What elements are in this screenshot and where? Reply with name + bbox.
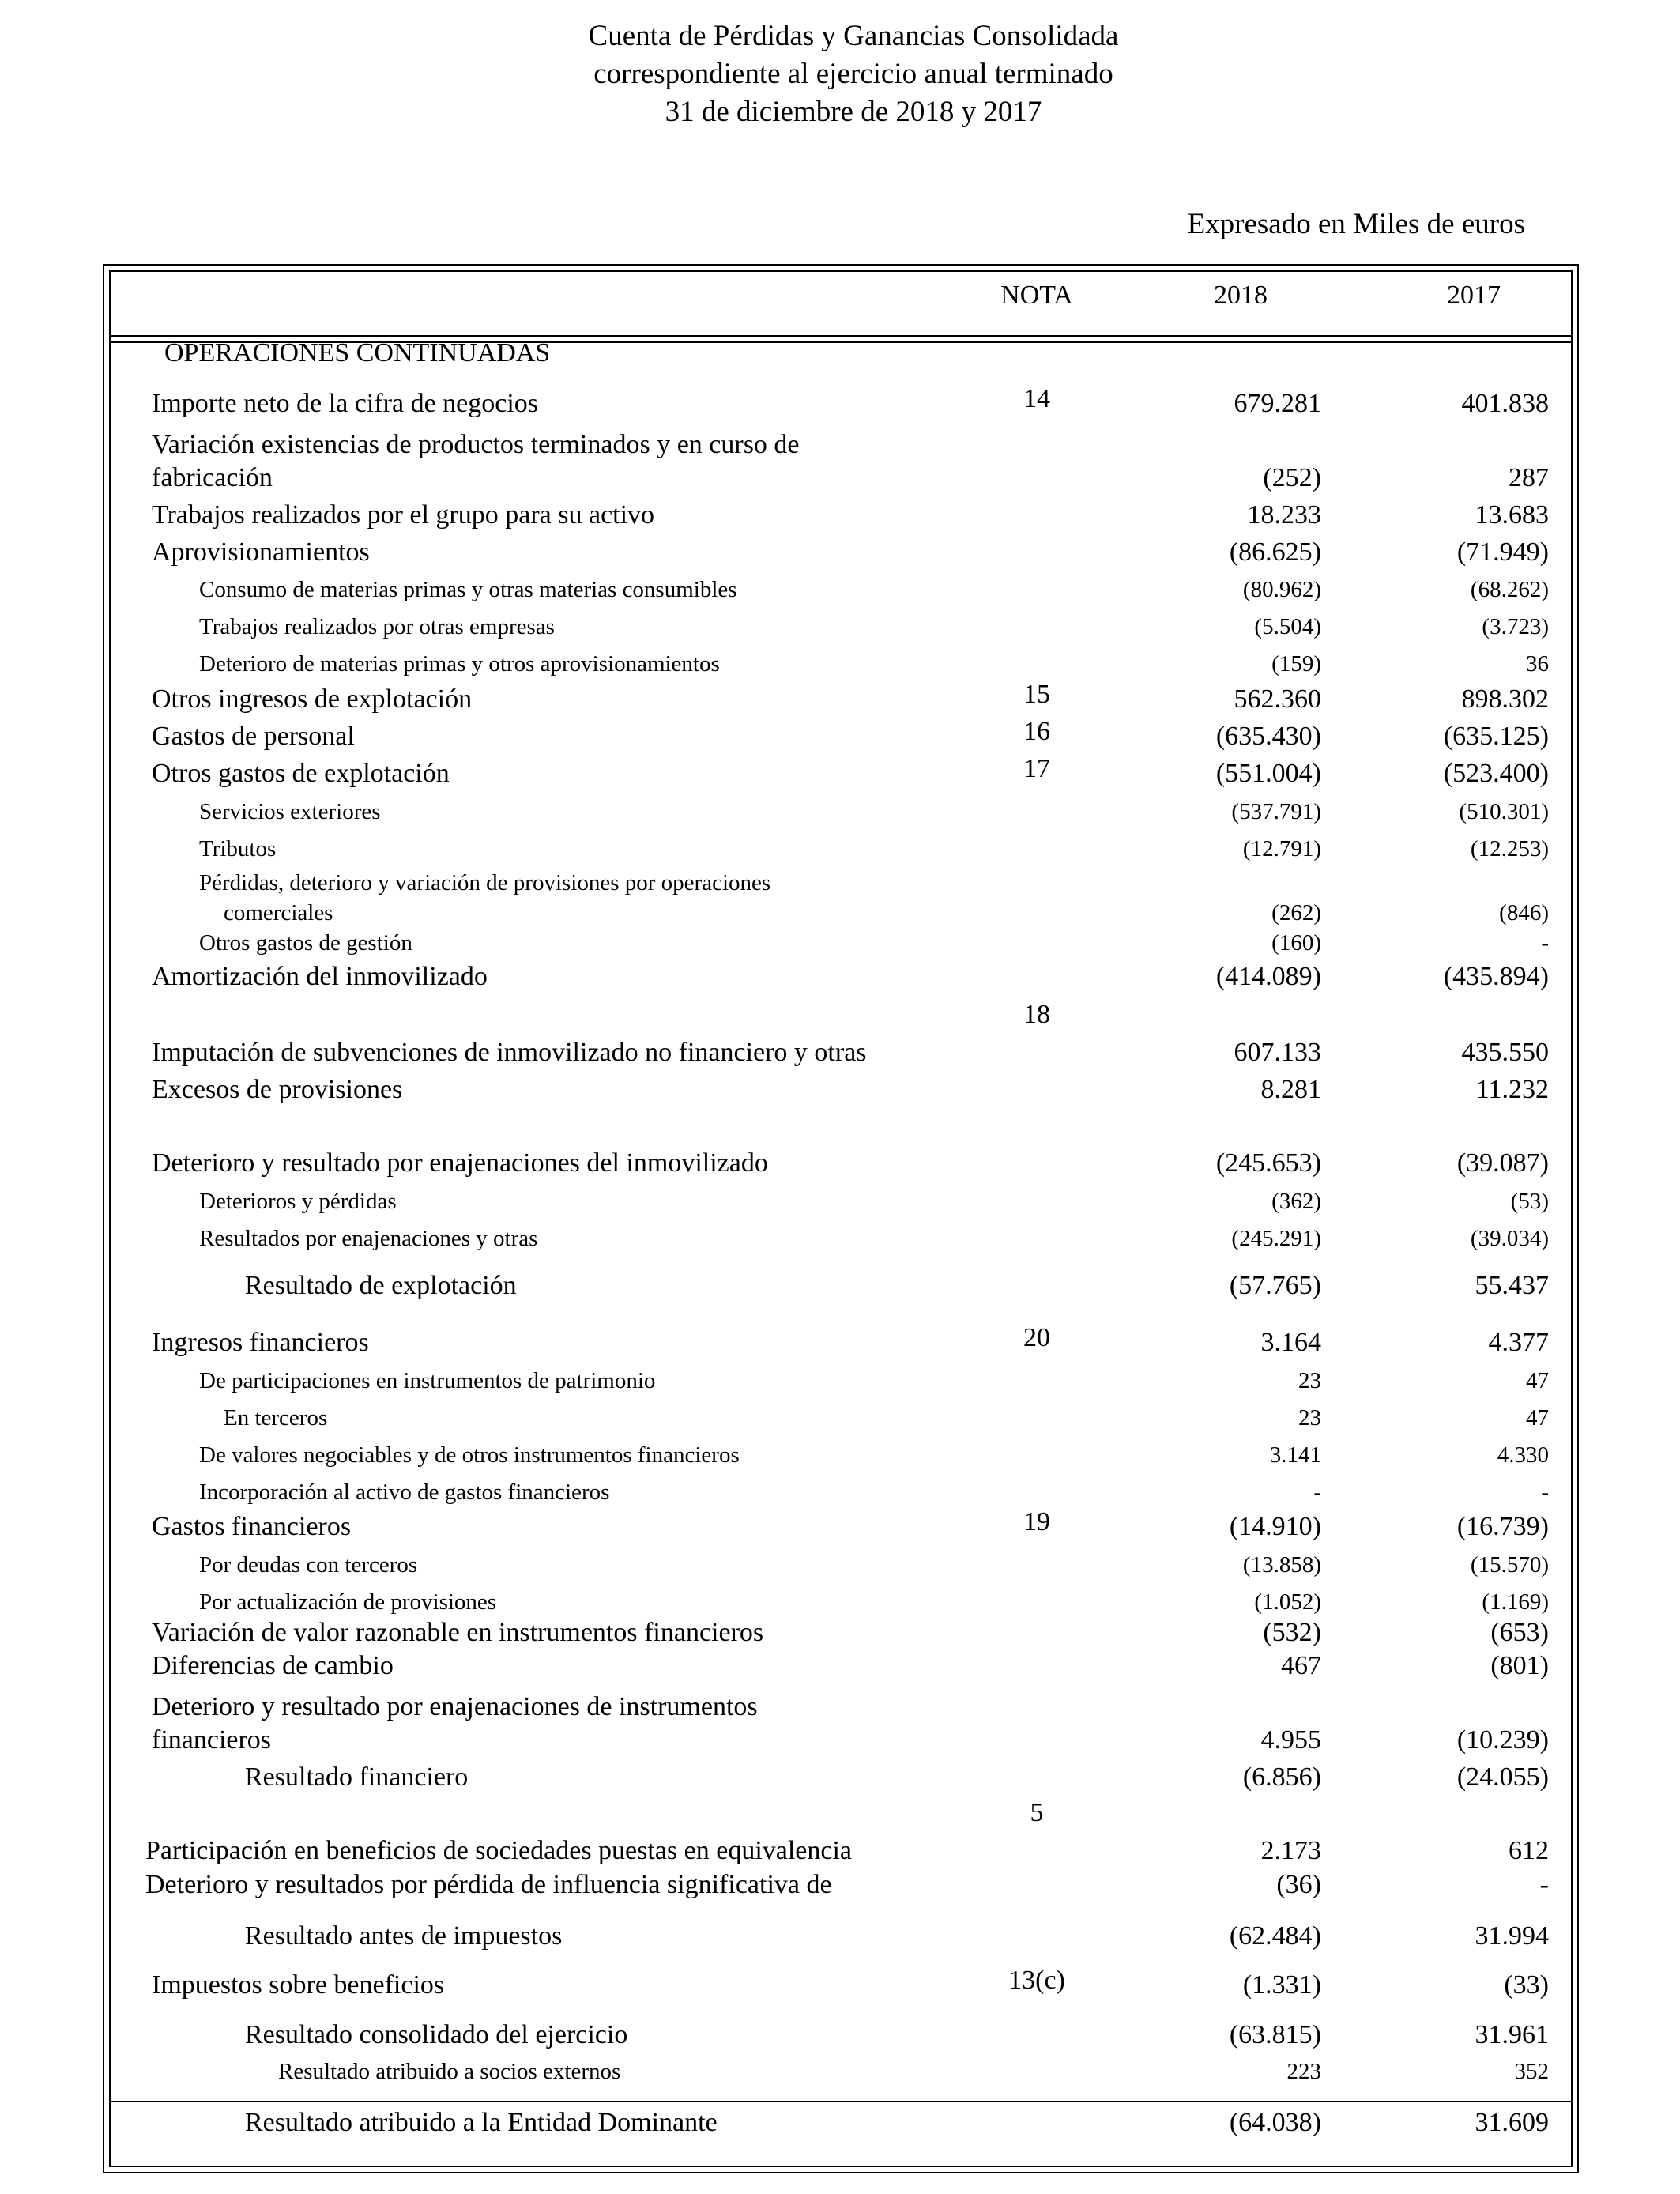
- row-label: Pérdidas, deterioro y variación de provisiones por operaciones: [199, 870, 771, 895]
- row-value-2018: 223: [1286, 2059, 1321, 2084]
- table-row: [0, 1921, 1680, 1956]
- row-label: Gastos de personal: [152, 722, 355, 751]
- row-value-2018: 18.233: [1247, 500, 1321, 530]
- row-label: Impuestos sobre beneficios: [152, 1970, 445, 2000]
- row-label: Por actualización de provisiones: [199, 1589, 497, 1615]
- row-value-2017: (12.253): [1470, 836, 1549, 861]
- row-value-2018: 2.173: [1260, 1836, 1321, 1865]
- table-row: [0, 717, 1680, 756]
- row-nota: 5: [1030, 1798, 1044, 1827]
- row-value-2018: -: [1313, 1480, 1321, 1505]
- row-label: Amortización del inmovilizado: [152, 962, 488, 991]
- table-row: [0, 680, 1680, 719]
- row-value-2018: (64.038): [1229, 2108, 1321, 2137]
- title-line-3: 31 de diciembre de 2018 y 2017: [665, 96, 1042, 128]
- row-value-2017: (523.400): [1443, 759, 1549, 788]
- header-separator-top: [111, 335, 1571, 337]
- row-label: Resultado antes de impuestos: [245, 1921, 563, 1951]
- row-value-2017: (1.169): [1482, 1589, 1549, 1615]
- row-value-2017: (435.894): [1443, 962, 1549, 991]
- row-value-2018: (1.331): [1242, 1970, 1321, 2000]
- row-value-2018: (57.765): [1229, 1271, 1321, 1300]
- row-value-2018: (414.089): [1215, 962, 1321, 991]
- row-label: De valores negociables y de otros instrumentos financieros: [199, 1442, 740, 1468]
- row-value-2017: (3.723): [1482, 614, 1549, 639]
- row-label: Deterioros y pérdidas: [199, 1189, 397, 1214]
- row-value-2017: 4.330: [1497, 1442, 1549, 1468]
- row-value-2017: (71.949): [1456, 537, 1549, 567]
- row-value-2018: (13.858): [1242, 1552, 1321, 1578]
- row-label: Aprovisionamientos: [152, 537, 370, 567]
- column-header-nota: NOTA: [1000, 281, 1073, 310]
- row-value-2017: (653): [1490, 1618, 1549, 1647]
- title-line-2: correspondiente al ejercicio anual terminado: [593, 58, 1113, 90]
- row-label: En terceros: [224, 1405, 328, 1431]
- row-label: Trabajos realizados por el grupo para su activo: [152, 500, 655, 530]
- row-value-2018: (362): [1271, 1189, 1321, 1214]
- table-row: [0, 2020, 1680, 2055]
- table-row: [0, 1480, 1680, 1514]
- row-nota: 16: [1023, 717, 1050, 746]
- table-row: [0, 2108, 1680, 2143]
- row-value-2017: (15.570): [1470, 1552, 1549, 1578]
- column-header-2017: 2017: [1447, 281, 1501, 310]
- row-value-2017: 11.232: [1475, 1075, 1549, 1104]
- row-value-2018: (160): [1271, 930, 1321, 956]
- row-nota: 17: [1023, 754, 1050, 783]
- row-value-2017: (33): [1504, 1970, 1549, 2000]
- row-value-2018: 3.141: [1269, 1442, 1321, 1468]
- row-label: Deterioro y resultado por enajenaciones del inmovilizado: [152, 1148, 768, 1178]
- column-header-2018: 2018: [1214, 281, 1268, 310]
- row-label: Variación existencias de productos terminados y en curso de: [152, 430, 800, 459]
- row-label: Imputación de subvenciones de inmovilizado no financiero y otras: [152, 1038, 867, 1067]
- table-row: [0, 1725, 1680, 1760]
- row-label: De participaciones en instrumentos de patrimonio: [199, 1368, 656, 1393]
- row-value-2018: (14.910): [1229, 1512, 1321, 1541]
- row-value-2018: (62.484): [1229, 1921, 1321, 1951]
- row-value-2018: 467: [1281, 1651, 1321, 1680]
- table-row: [0, 1368, 1680, 1403]
- row-value-2017: (635.125): [1443, 722, 1549, 751]
- row-value-2017: 31.961: [1475, 2020, 1549, 2049]
- row-value-2018: (159): [1271, 651, 1321, 677]
- table-row: [0, 1038, 1680, 1072]
- row-value-2017: 47: [1526, 1405, 1549, 1431]
- row-value-2018: (635.430): [1215, 722, 1321, 751]
- row-label: Resultado de explotación: [245, 1271, 517, 1300]
- row-value-2018: (63.815): [1229, 2020, 1321, 2049]
- statement-title: [0, 17, 1680, 131]
- table-row: [0, 1442, 1680, 1477]
- row-label-continued: comerciales: [224, 900, 333, 925]
- row-nota: 18: [1023, 1000, 1050, 1029]
- row-value-2017: (510.301): [1459, 799, 1549, 824]
- table-row: [0, 1323, 1680, 1363]
- row-value-2018: 23: [1298, 1368, 1321, 1393]
- table-row: [0, 1692, 1680, 1727]
- row-value-2017: (24.055): [1456, 1762, 1549, 1792]
- row-value-2017: 401.838: [1461, 389, 1549, 418]
- table-row: [0, 1552, 1680, 1587]
- table-row: [0, 962, 1680, 997]
- table-row: [0, 1507, 1680, 1547]
- row-value-2018: 607.133: [1234, 1038, 1321, 1067]
- row-label: Otros ingresos de explotación: [152, 684, 473, 714]
- row-nota: 13(c): [1008, 1966, 1065, 1995]
- row-value-2018: 562.360: [1234, 684, 1321, 714]
- row-value-2017: (53): [1510, 1189, 1549, 1214]
- row-label: Resultado consolidado del ejercicio: [245, 2020, 628, 2049]
- table-row: [0, 2059, 1680, 2094]
- row-label: Variación de valor razonable en instrumentos financieros: [152, 1618, 764, 1647]
- row-label: Resultados por enajenaciones y otras: [199, 1226, 538, 1251]
- row-value-2018: (245.653): [1215, 1148, 1321, 1178]
- row-label: Otros gastos de explotación: [152, 759, 450, 788]
- row-value-2017: 47: [1526, 1368, 1549, 1393]
- row-value-2018: (5.504): [1254, 614, 1321, 639]
- row-value-2018: (36): [1276, 1870, 1321, 1899]
- row-value-2017: (846): [1499, 900, 1549, 925]
- row-value-2018: (532): [1263, 1618, 1321, 1647]
- table-row: [0, 799, 1680, 834]
- row-value-2018: 4.955: [1260, 1725, 1321, 1755]
- row-nota: 14: [1023, 384, 1050, 413]
- row-label: Participación en beneficios de sociedades puestas en equivalencia: [145, 1836, 853, 1865]
- row-value-2018: (1.052): [1254, 1589, 1321, 1615]
- table-row: [0, 1966, 1680, 2005]
- title-line-1: Cuenta de Pérdidas y Ganancias Consolidada: [588, 20, 1119, 52]
- row-value-2017: 435.550: [1461, 1038, 1549, 1067]
- row-value-2017: (39.087): [1456, 1148, 1549, 1178]
- row-nota: 19: [1023, 1507, 1050, 1536]
- row-value-2017: (39.034): [1470, 1226, 1549, 1251]
- row-label: Por deudas con terceros: [199, 1552, 418, 1578]
- row-value-2018: (80.962): [1242, 577, 1321, 602]
- row-label: Deterioro y resultados por pérdida de influencia significativa de: [145, 1870, 832, 1899]
- row-label: Resultado atribuido a socios externos: [278, 2059, 621, 2084]
- row-value-2017: (68.262): [1470, 577, 1549, 602]
- table-row: [0, 836, 1680, 871]
- row-value-2017: 55.437: [1475, 1271, 1549, 1300]
- row-label: Incorporación al activo de gastos financieros: [199, 1480, 610, 1505]
- final-row-separator: [111, 2101, 1571, 2102]
- row-value-2018: 679.281: [1234, 389, 1321, 418]
- table-row: [0, 1226, 1680, 1261]
- row-value-2017: 36: [1526, 651, 1549, 677]
- row-label: Resultado atribuido a la Entidad Dominante: [245, 2108, 718, 2137]
- table-row: [0, 1651, 1680, 1686]
- table-row: [0, 500, 1680, 535]
- table-row: [0, 1189, 1680, 1223]
- row-value-2018: 8.281: [1260, 1075, 1321, 1104]
- row-label-continued: financieros: [152, 1725, 272, 1755]
- table-row: [0, 614, 1680, 649]
- row-label: Gastos financieros: [152, 1512, 352, 1541]
- row-value-2018: (252): [1263, 463, 1321, 492]
- table-row: [0, 1798, 1680, 1833]
- row-value-2018: (86.625): [1229, 537, 1321, 567]
- table-row: [0, 577, 1680, 612]
- row-value-2018: (551.004): [1215, 759, 1321, 788]
- row-value-2018: (12.791): [1242, 836, 1321, 861]
- table-row: [0, 1836, 1680, 1871]
- table-row: [0, 430, 1680, 465]
- row-value-2017: 4.377: [1488, 1328, 1549, 1357]
- row-nota: 20: [1023, 1323, 1050, 1352]
- table-row: [0, 1762, 1680, 1797]
- row-value-2017: (10.239): [1456, 1725, 1549, 1755]
- row-nota: 15: [1023, 680, 1050, 709]
- row-value-2017: -: [1541, 1480, 1549, 1505]
- table-row: [0, 1271, 1680, 1306]
- section-heading: OPERACIONES CONTINUADAS: [164, 338, 551, 368]
- row-value-2017: 31.609: [1475, 2108, 1549, 2137]
- table-row: [0, 1000, 1680, 1035]
- table-row: [0, 1075, 1680, 1110]
- row-label: Deterioro de materias primas y otros aprovisionamientos: [199, 651, 720, 677]
- row-label: Trabajos realizados por otras empresas: [199, 614, 555, 639]
- table-row: [0, 1405, 1680, 1440]
- table-row: [0, 384, 1680, 424]
- row-value-2018: (262): [1271, 900, 1321, 925]
- table-row: [0, 1618, 1680, 1653]
- row-label: Servicios exteriores: [199, 799, 381, 824]
- row-value-2018: (537.791): [1231, 799, 1321, 824]
- row-label: Importe neto de la cifra de negocios: [152, 389, 539, 418]
- row-label: Consumo de materias primas y otras materias consumibles: [199, 577, 737, 602]
- units-note: Expresado en Miles de euros: [1187, 208, 1525, 240]
- row-value-2017: 13.683: [1475, 500, 1549, 530]
- table-row: [0, 1870, 1680, 1905]
- row-value-2018: (245.291): [1231, 1226, 1321, 1251]
- table-row: [0, 930, 1680, 965]
- row-label: Diferencias de cambio: [152, 1651, 394, 1680]
- row-label: Ingresos financieros: [152, 1328, 369, 1357]
- row-value-2018: 3.164: [1260, 1328, 1321, 1357]
- row-value-2017: -: [1541, 930, 1549, 956]
- table-row: [0, 463, 1680, 498]
- row-label: Deterioro y resultado por enajenaciones de instrumentos: [152, 1692, 758, 1721]
- table-row: [0, 754, 1680, 794]
- table-row: [0, 537, 1680, 572]
- row-value-2017: 612: [1509, 1836, 1549, 1865]
- row-label: Resultado financiero: [245, 1762, 469, 1792]
- row-value-2017: -: [1539, 1870, 1549, 1899]
- row-label: Tributos: [199, 836, 277, 861]
- row-value-2018: (6.856): [1242, 1762, 1321, 1792]
- row-value-2017: 898.302: [1461, 684, 1549, 714]
- row-label: Excesos de provisiones: [152, 1075, 403, 1104]
- row-value-2018: 23: [1298, 1405, 1321, 1431]
- row-value-2017: (801): [1490, 1651, 1549, 1680]
- table-row: [0, 1148, 1680, 1183]
- row-value-2017: 31.994: [1475, 1921, 1549, 1951]
- row-value-2017: 352: [1514, 2059, 1549, 2084]
- row-label-continued: fabricación: [152, 463, 273, 492]
- row-label: Otros gastos de gestión: [199, 930, 412, 956]
- table-row: [0, 651, 1680, 686]
- row-value-2017: (16.739): [1456, 1512, 1549, 1541]
- row-value-2017: 287: [1509, 463, 1549, 492]
